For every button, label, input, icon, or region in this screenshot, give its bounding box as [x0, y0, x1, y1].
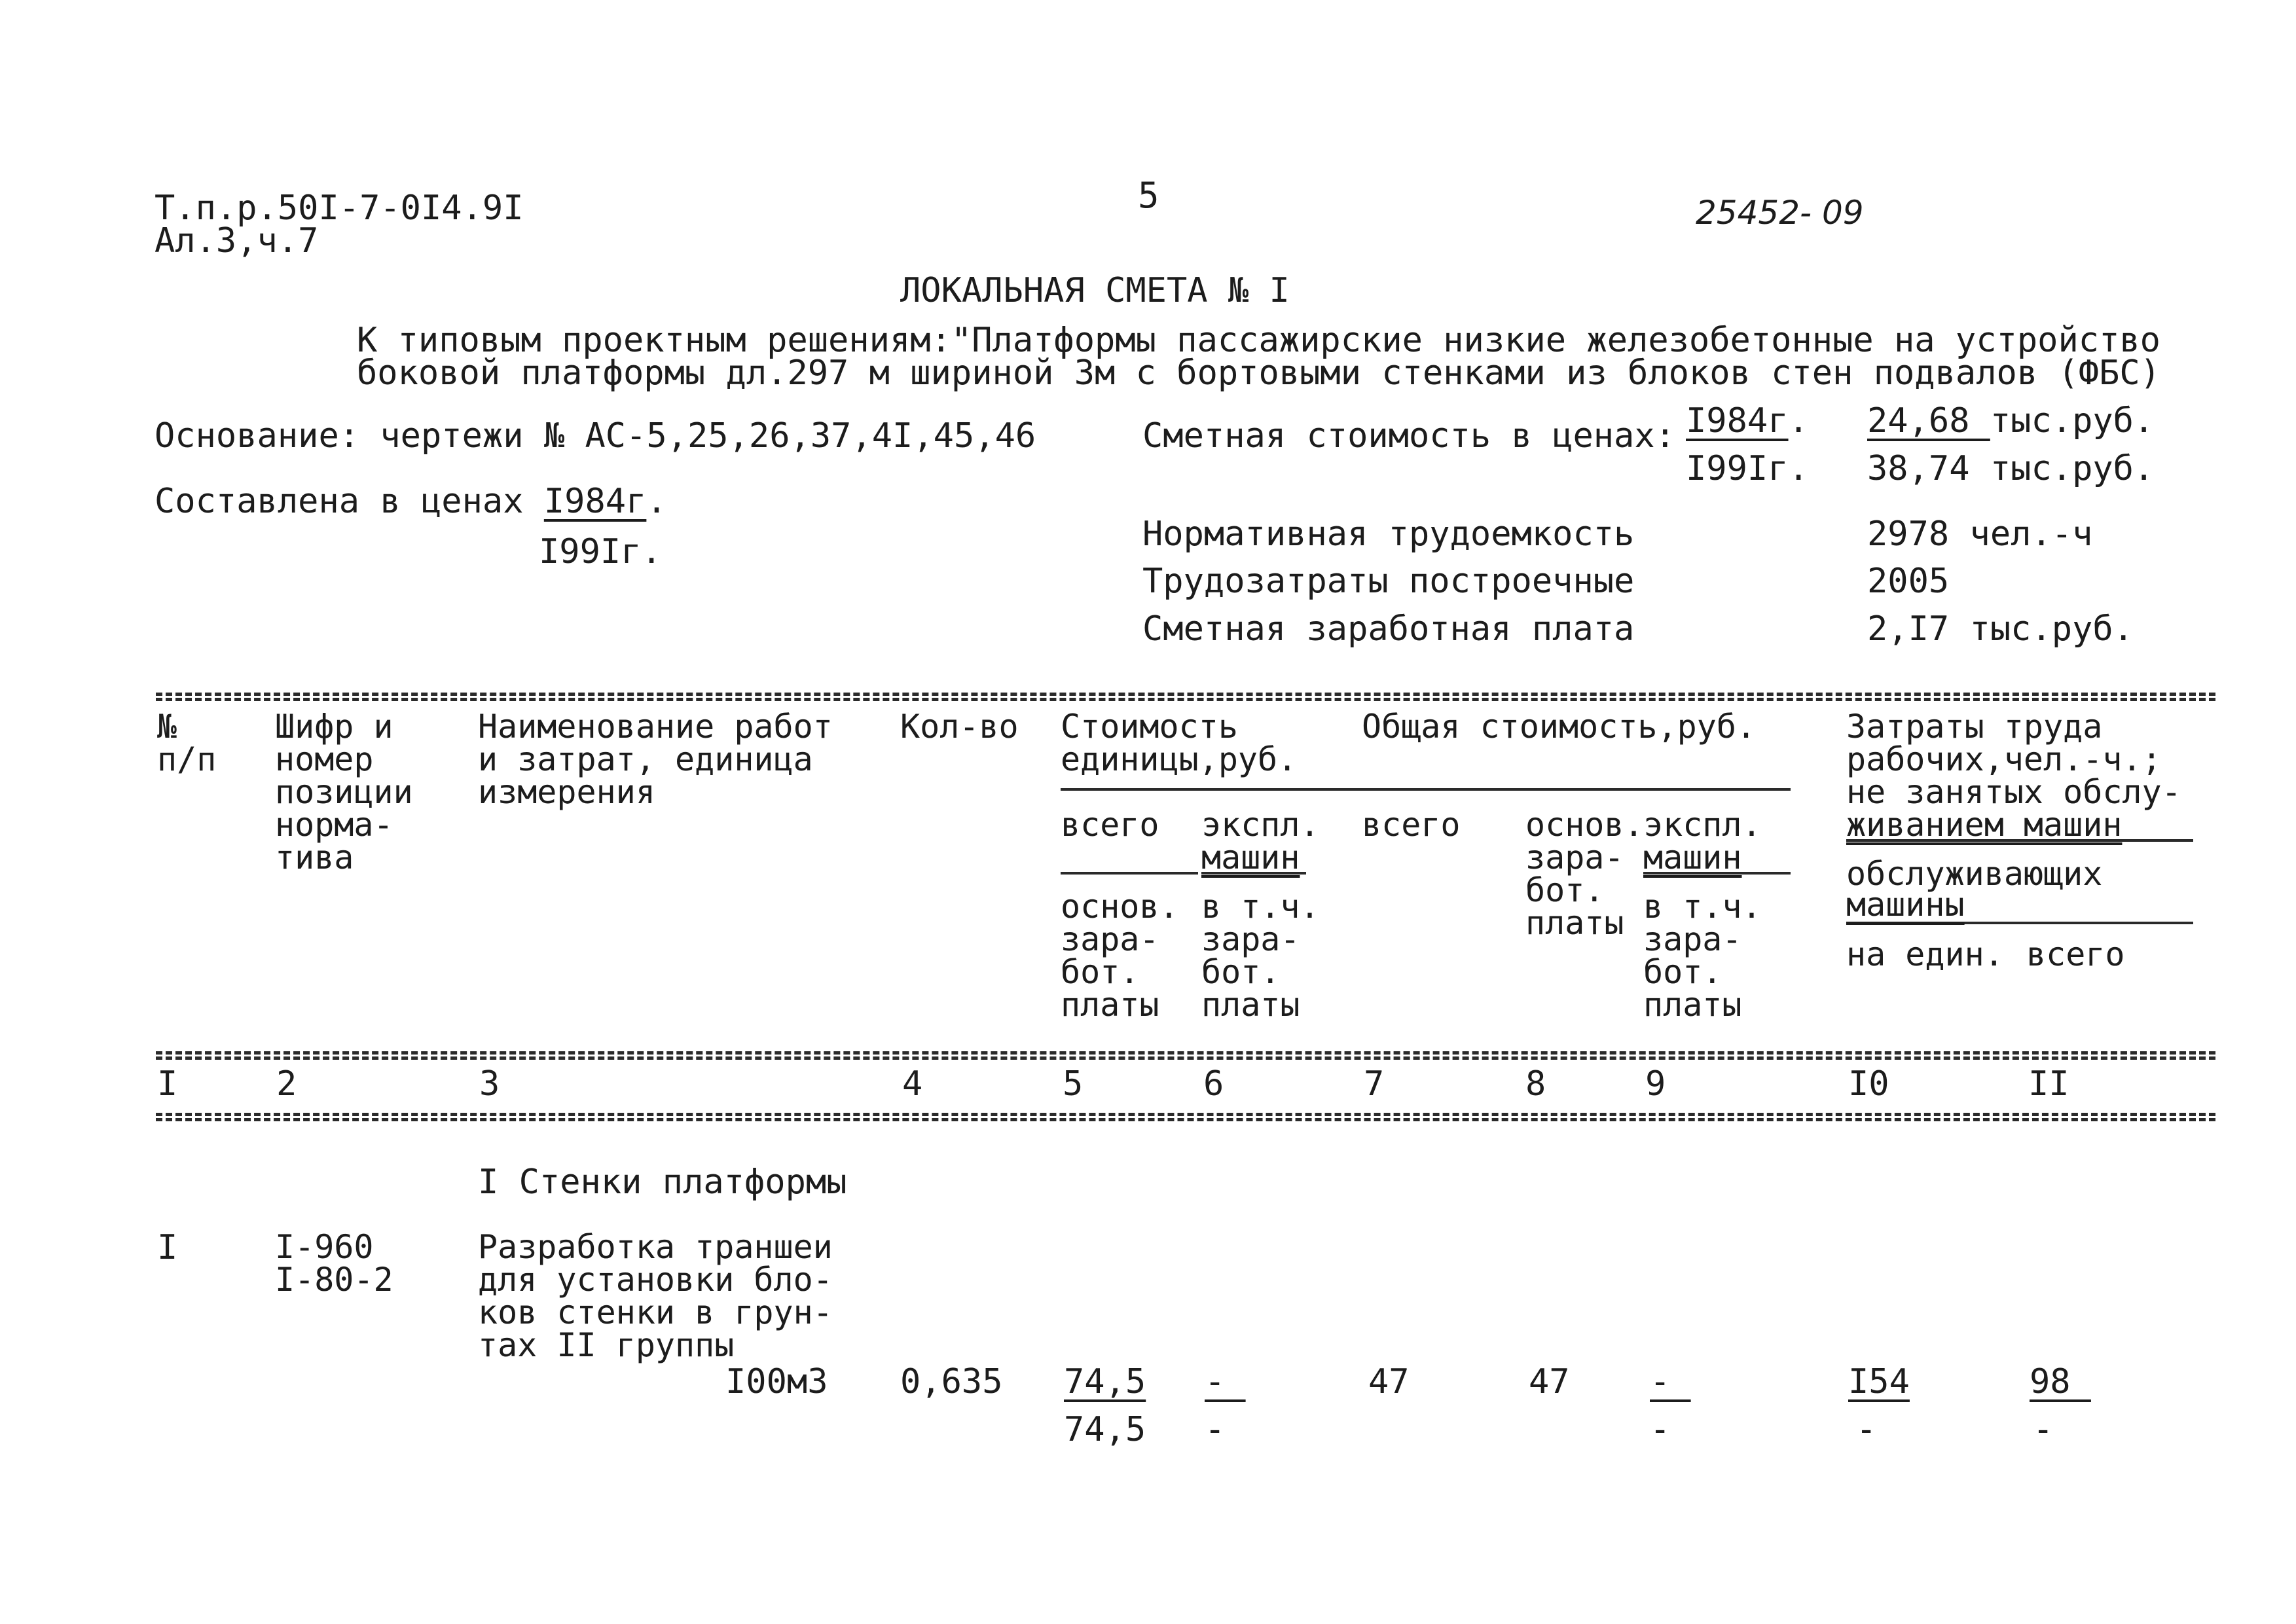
row-total: 47	[1368, 1362, 1410, 1401]
column-number: II	[2028, 1064, 2069, 1104]
labor-label: Нормативная трудоемкость	[1142, 514, 1635, 554]
column-number: 7	[1364, 1064, 1385, 1104]
column-number: 9	[1645, 1064, 1666, 1104]
column-number: I	[157, 1064, 178, 1104]
row-code: I-960 I-80-2	[275, 1228, 393, 1299]
subtitle-line-1: К типовым проектным решениям:"Платформы пассажирские низкие железобетонные на устройство	[357, 321, 2160, 360]
row-total-mach: -	[1650, 1362, 1691, 1401]
header-labor-per-unit: на един.	[1846, 935, 2004, 973]
header-unit-wage: основ. зара- бот. платы	[1061, 888, 1179, 1024]
compiled-in-prices: Составлена в ценах I984г.	[155, 482, 667, 521]
labor-value: 2978 чел.-ч	[1867, 514, 2093, 554]
header-col-unit-cost: Стоимость единицы,руб.	[1061, 708, 1298, 778]
header-col-total-cost: Общая стоимость,руб.	[1362, 708, 1757, 746]
row-number: I	[157, 1228, 178, 1267]
column-number: 5	[1063, 1064, 1084, 1104]
cost-year-2: I99Iг.	[1686, 449, 1809, 488]
site-labor-label: Трудозатраты построечные	[1142, 562, 1635, 601]
column-number: 2	[276, 1064, 297, 1104]
row-labor-total-serv: -	[2033, 1410, 2054, 1449]
page-number: 5	[1138, 175, 1159, 216]
header-bottom-rule-2	[156, 1056, 2215, 1060]
subtitle-line-2: боковой платформы дл.297 м шириной 3м с бортовыми стенками из блоков стен подвалов (ФБС)	[357, 353, 2160, 393]
row-unit-mach: -	[1205, 1362, 1246, 1401]
document-code: Т.п.р.50I-7-0I4.9I	[155, 189, 524, 228]
site-labor-value: 2005	[1867, 562, 1950, 601]
row-labor-unit: I54	[1848, 1362, 1910, 1401]
unit-total-rule	[1061, 872, 1198, 875]
row-labor-total: 98	[2030, 1362, 2091, 1401]
compiled-year-2: I99Iг.	[539, 532, 662, 571]
header-col-name: Наименование работ и затрат, единица измерения	[478, 708, 833, 811]
cost-year-1: I984г.	[1686, 401, 1809, 441]
column-number: 3	[479, 1064, 500, 1104]
header-total-wage: основ. зара- бот. платы	[1525, 806, 1644, 942]
cost-group-rule	[1061, 788, 1791, 791]
header-col-labor-last: живанием машин	[1846, 806, 2123, 844]
row-quantity: 0,635	[900, 1362, 1003, 1401]
album-reference: Ал.3,ч.7	[155, 221, 319, 261]
column-number: 6	[1203, 1064, 1224, 1104]
page-title: ЛОКАЛЬНАЯ СМЕТА № I	[900, 271, 1290, 310]
column-number: 4	[902, 1064, 923, 1104]
cost-value-1: 24,68 тыс.руб.	[1867, 401, 2155, 441]
row-total-mach-wage: -	[1650, 1410, 1671, 1449]
header-total: всего	[1362, 806, 1461, 844]
section-title: I Стенки платформы	[478, 1163, 847, 1202]
header-total-mach-2: машин	[1643, 839, 1742, 876]
numbers-bottom-rule	[156, 1113, 2215, 1116]
header-col-code: Шифр и номер позиции норма- тива	[275, 708, 413, 876]
header-unit-mach-2: машин	[1201, 839, 1300, 876]
cost-value-2: 38,74 тыс.руб.	[1867, 449, 2155, 488]
row-unit: I00м3	[725, 1362, 828, 1401]
inventory-number: 25452- 09	[1696, 194, 1864, 232]
header-bottom-rule	[156, 1051, 2215, 1055]
header-unit-mach: экспл.	[1201, 806, 1320, 844]
table-top-rule	[156, 693, 2215, 696]
header-labor-total: всего	[2026, 935, 2125, 973]
numbers-bottom-rule-2	[156, 1118, 2215, 1121]
row-labor-unit-serv: -	[1856, 1410, 1877, 1449]
wage-value: 2,I7 тыс.руб.	[1867, 609, 2134, 649]
column-number: 8	[1525, 1064, 1546, 1104]
row-total-wage: 47	[1529, 1362, 1570, 1401]
column-number: I0	[1848, 1064, 1889, 1104]
header-unit-mach-wage: в т.ч. зара- бот. платы	[1201, 888, 1320, 1024]
estimated-cost-label: Сметная стоимость в ценах:	[1142, 416, 1675, 456]
header-labor-serv: обслуживающих	[1846, 855, 2103, 893]
header-unit-total: всего	[1061, 806, 1159, 844]
header-col-number: № п/п	[157, 708, 217, 778]
header-labor-serv-2: машины	[1846, 886, 1965, 924]
row-name: Разработка траншеи для установки бло- ков стенки в грун- тах II группы	[478, 1228, 833, 1364]
wage-label: Сметная заработная плата	[1142, 609, 1635, 649]
header-total-mach-wage: в т.ч. зара- бот. платы	[1643, 888, 1762, 1024]
row-unit-wage: 74,5	[1064, 1410, 1146, 1449]
row-unit-total: 74,5	[1064, 1362, 1146, 1401]
table-top-rule-2	[156, 698, 2215, 701]
header-total-mach: экспл.	[1643, 806, 1762, 844]
basis-drawings: Основание: чертежи № АС-5,25,26,37,4I,45,46	[155, 416, 1036, 456]
header-col-quantity: Кол-во	[900, 708, 1019, 746]
header-col-labor: Затраты труда рабочих,чел.-ч.; не занятых обслу-	[1846, 708, 2181, 811]
row-unit-mach-wage: -	[1205, 1410, 1226, 1449]
